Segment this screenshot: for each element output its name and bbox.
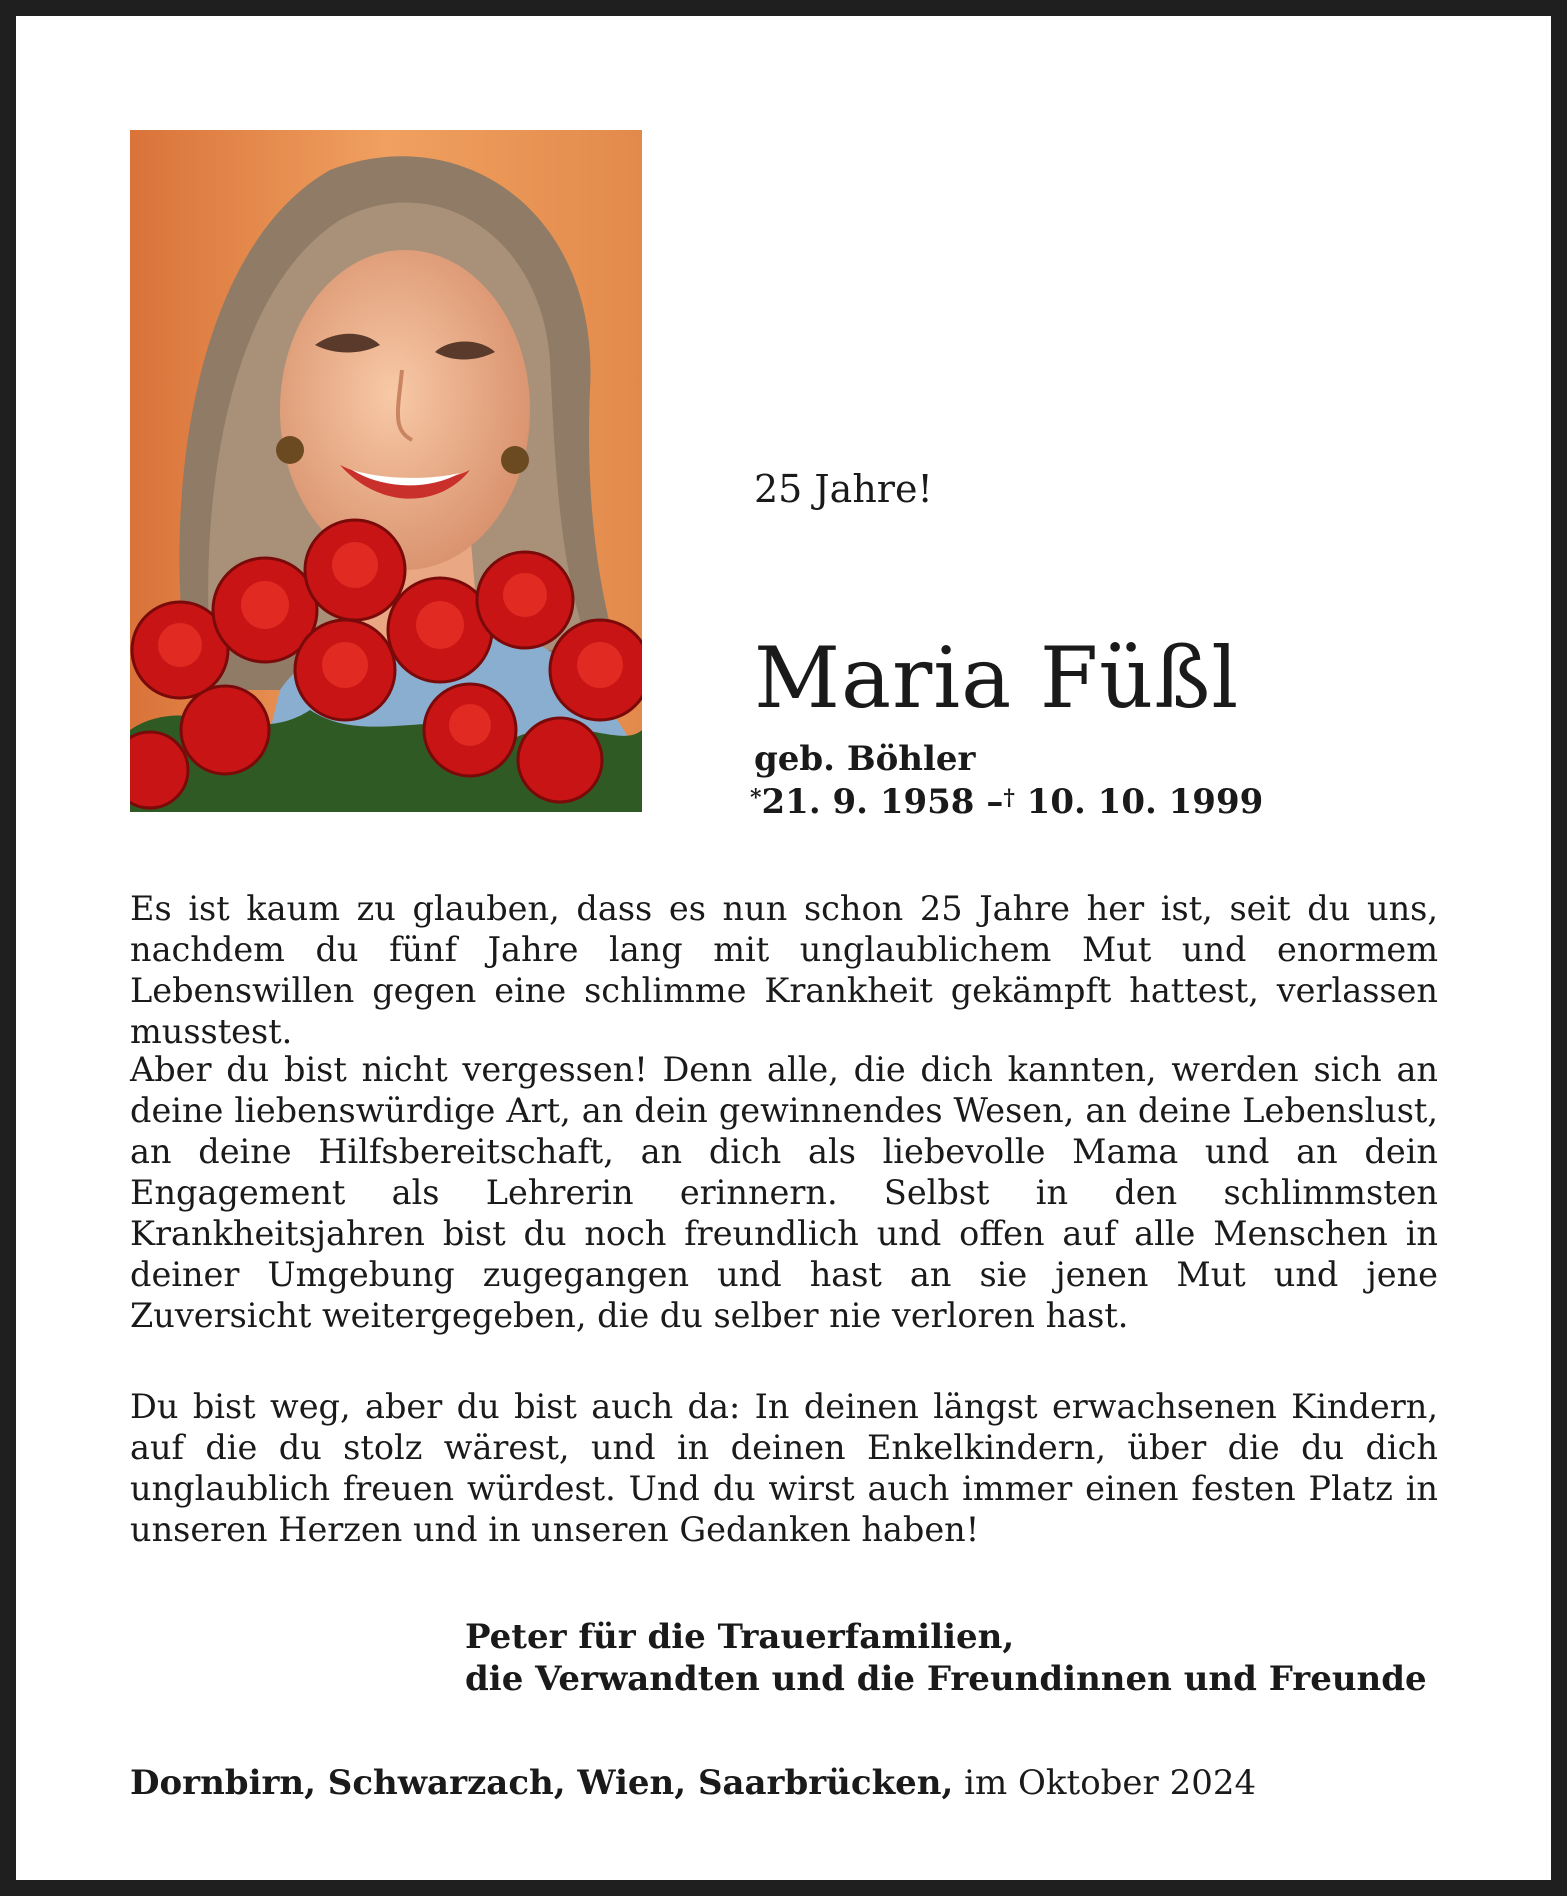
birth-date: 21. 9. 1958 <box>761 782 975 822</box>
paragraph-1: Es ist kaum zu glauben, dass es nun schon 25 Jahre her ist, seit du uns, nachdem du fünf Jahre lang mit unglaublichem Mut und enormem Lebenswillen gegen eine schlimme Krankheit gekämpft hattest, verlassen musstest. <box>130 889 1438 1051</box>
maiden-name: geb. Böhler <box>754 739 976 779</box>
death-date: 10. 10. 1999 <box>1026 782 1264 822</box>
signature-line-1: Peter für die Trauerfamilien, <box>465 1617 1015 1657</box>
portrait-photo <box>130 130 642 812</box>
places: Dornbirn, Schwarzach, Wien, Saarbrücken, <box>130 1763 954 1803</box>
birth-star-icon: * <box>750 785 762 811</box>
place-and-date <box>130 1762 1256 1804</box>
date-text: im Oktober 2024 <box>953 1763 1257 1803</box>
deceased-name: Maria Füßl <box>754 629 1240 727</box>
life-dates <box>750 781 1263 823</box>
death-cross-icon: † <box>1003 785 1015 811</box>
paragraph-2: Aber du bist nicht vergessen! Denn alle, die dich kannten, werden sich an deine liebenswürdige Art, an dein gewinnendes Wesen, an deine Lebenslust, an deine Hilfsbereitschaft, an dich als liebevolle Mama und an dein Engagement als Lehrerin erinnern. Selbst in den schlimmsten Krankheitsjahren bist du noch freundlich und offen auf alle Menschen in deiner Umgebung zugegangen und hast an sie jenen Mut und jene Zuversicht weitergegeben, die du selber nie verloren hast. <box>130 1050 1438 1335</box>
date-separator: – <box>986 782 1004 822</box>
paragraph-3: Du bist weg, aber du bist auch da: In deinen längst erwachsenen Kindern, auf die du stolz wärest, und in deinen Enkelkindern, über die du dich unglaublich freuen würdest. Und du wirst auch immer einen festen Platz in unseren Herzen und in unseren Gedanken haben! <box>130 1387 1438 1549</box>
anniversary-heading: 25 Jahre! <box>754 467 933 511</box>
signature-line-2: die Verwandten und die Freundinnen und Freunde <box>465 1659 1427 1699</box>
